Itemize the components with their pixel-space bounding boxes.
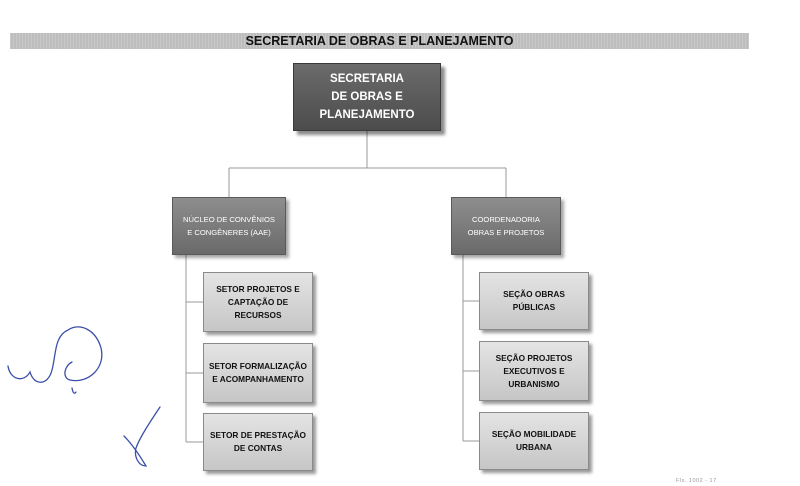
node-secao-projetos-label: SEÇÃO PROJETOS EXECUTIVOS E URBANISMO: [495, 352, 573, 389]
node-setor-formalizacao: [203, 343, 313, 403]
node-secao-obras-label: SEÇÃO OBRAS PÚBLICAS: [503, 289, 565, 312]
node-setor-projetos: [203, 272, 313, 332]
signature-mark: [8, 327, 102, 382]
node-nucleo-convenios-label: NÚCLEO DE CONVÊNIOS E CONGÊNERES (AAE): [183, 215, 275, 237]
node-setor-formalizacao-label: SETOR FORMALIZAÇÃO E ACOMPANHAMENTO: [208, 361, 308, 384]
node-secretaria: [293, 63, 441, 131]
node-secao-projetos: [479, 341, 589, 401]
node-setor-projetos-label: SETOR PROJETOS E CAPTAÇÃO DE RECURSOS: [216, 283, 300, 320]
node-coordenadoria: [451, 197, 561, 255]
node-secao-mobilidade: [479, 412, 589, 470]
node-coordenadoria-label: COORDENADORIA OBRAS E PROJETOS: [467, 215, 545, 237]
page-title: SECRETARIA DE OBRAS E PLANEJAMENTO: [245, 34, 514, 48]
initial-mark: [124, 407, 160, 466]
node-secao-mobilidade-label: SEÇÃO MOBILIDADE URBANA: [491, 429, 577, 452]
node-setor-prestacao-label: SETOR DE PRESTAÇÃO DE CONTAS: [209, 430, 307, 453]
node-setor-prestacao: [203, 413, 313, 471]
node-secao-obras: [479, 272, 589, 330]
signature-tail: [72, 388, 76, 393]
node-secretaria-label: SECRETARIA DE OBRAS E PLANEJAMENTO: [319, 73, 415, 121]
node-nucleo-convenios: [172, 197, 286, 255]
page-mark: Fls. 1002 - 17: [676, 478, 717, 484]
